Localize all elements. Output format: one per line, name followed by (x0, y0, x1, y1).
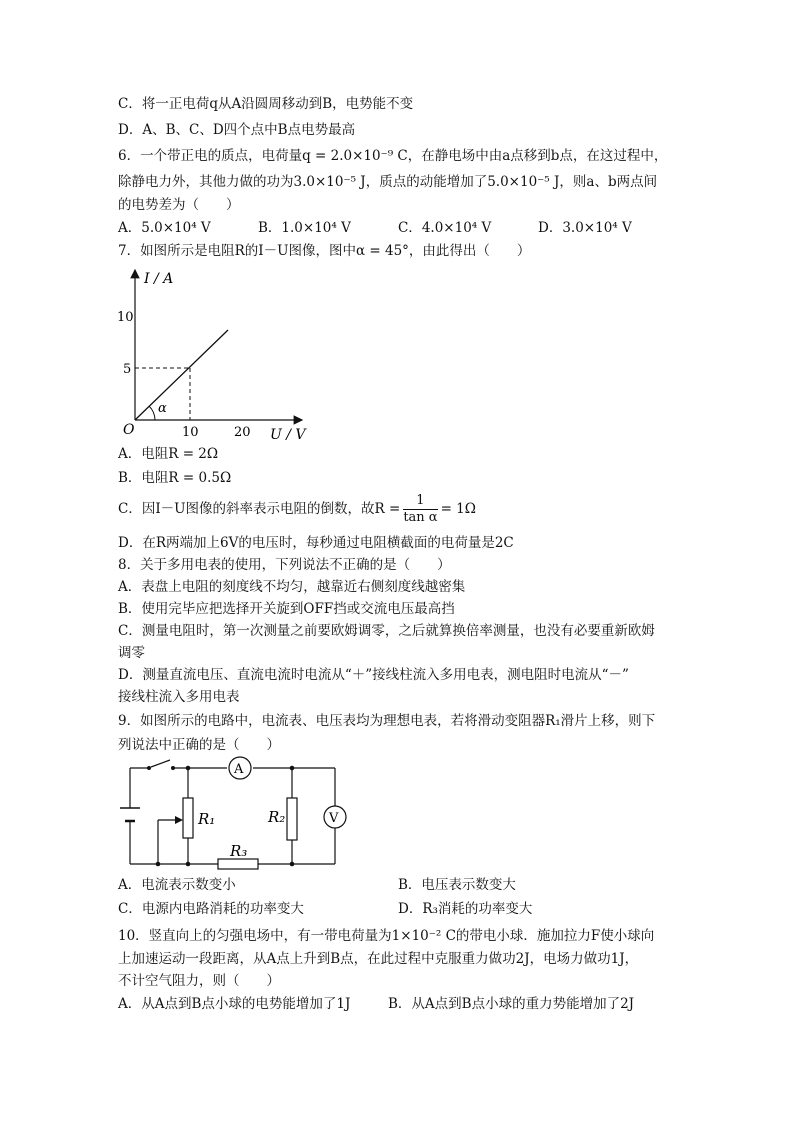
angle-label: α (158, 401, 167, 416)
q9-stem-line1: 9．如图所示的电路中，电流表、电压表均为理想电表，若将滑动变阻器R₁滑片上移，则下 (118, 713, 656, 729)
q8-option-c-line1: C．测量电阻时，第一次测量之前要欧姆调零，之后就算换倍率测量，也没有必要重新欧姆 (118, 623, 655, 639)
switch-contact-right (171, 766, 175, 770)
fraction-numerator: 1 (403, 493, 437, 510)
q7-stem: 7．如图所示是电阻R的I－U图像，图中α = 45°，由此得出（ ） (118, 243, 531, 259)
r1-label: R₁ (198, 810, 216, 828)
q10-stem-line3: 不计空气阻力，则（ ） (118, 973, 280, 989)
r3-label: R₃ (230, 842, 248, 860)
q7-option-d: D．在R两端加上6V的电压时，每秒通过电阻横截面的电荷量是2C (118, 535, 514, 551)
origin-label: O (123, 422, 135, 438)
q7-option-c-text: C．因I－U图像的斜率表示电阻的倒数，故R = (118, 501, 401, 517)
q9-option-d: D．R₃消耗的功率变大 (398, 901, 533, 917)
q6-option-a: A．5.0×10⁴ V (118, 220, 211, 236)
q6-stem-line3: 的电势差为（ ） (118, 197, 240, 213)
q8-option-c-line2: 调零 (118, 645, 145, 661)
q10-stem-line2: 上加速运动一段距离，从A点上升到B点，在此过程中克服重力做功2J，电场力做功1J， (118, 951, 639, 967)
q10-option-a: A．从A点到B点小球的电势能增加了1J (118, 996, 351, 1012)
x-tick-20: 20 (234, 425, 251, 440)
q5-option-d: D．A、B、C、D四个点中B点电势最高 (118, 122, 356, 138)
junction-dot (290, 862, 295, 867)
q10-option-b: B．从A点到B点小球的重力势能增加了2J (388, 996, 635, 1012)
i-u-graph (110, 262, 330, 444)
slider-arrow (175, 816, 183, 824)
voltmeter-label: V (329, 811, 339, 826)
switch-contact-left (147, 766, 151, 770)
q8-option-d-line2: 接线柱流入多用电表 (118, 689, 240, 705)
q8-stem: 8．关于多用电表的使用，下列说法不正确的是（ ） (118, 557, 451, 573)
q6-option-b: B．1.0×10⁴ V (258, 220, 351, 236)
r2-label: R₂ (268, 808, 286, 826)
q6-stem-line2: 除静电力外，其他力做的功为3.0×10⁻⁵ J，质点的动能增加了5.0×10⁻⁵ J，则a、b两点间 (118, 174, 658, 190)
q7-option-c (118, 492, 476, 526)
y-axis-label: I / A (144, 271, 174, 287)
r2-resistor (287, 798, 297, 840)
ammeter-label: A (234, 762, 244, 777)
x-axis-label: U / V (270, 427, 306, 443)
fraction (403, 493, 437, 526)
q9-option-a: A．电流表示数变小 (118, 877, 236, 893)
q7-option-a: A．电阻R = 2Ω (118, 446, 219, 462)
q6-option-d: D．3.0×10⁴ V (538, 220, 632, 236)
junction-dot (156, 862, 161, 867)
q6-option-c: C．4.0×10⁴ V (398, 220, 492, 236)
q7-option-b: B．电阻R = 0.5Ω (118, 470, 232, 486)
switch-blade (151, 760, 170, 767)
q10-stem-line1: 10．竖直向上的匀强电场中，有一带电荷量为1×10⁻² C的带电小球．施加拉力F使小球向 (118, 928, 655, 944)
x-tick-10: 10 (182, 425, 199, 440)
q9-option-c: C．电源内电路消耗的功率变大 (118, 901, 304, 917)
angle-arc (149, 406, 155, 420)
junction-dot (290, 766, 295, 771)
q6-stem-line1: 6．一个带正电的质点，电荷量q = 2.0×10⁻⁹ C，在静电场中由a点移到b点，在这过程中， (118, 148, 668, 164)
y-tick-10: 10 (117, 310, 134, 325)
fraction-denominator: tan α (403, 510, 438, 525)
r3-resistor (218, 859, 258, 869)
circuit-diagram (118, 756, 348, 874)
y-tick-5: 5 (123, 362, 132, 377)
q5-option-c: C．将一正电荷q从A沿圆周移动到B，电势能不变 (118, 96, 414, 112)
q8-option-d-line1: D．测量直流电压、直流电流时电流从“＋”接线柱流入多用电表，测电阻时电流从“－” (118, 667, 629, 683)
q9-option-b: B．电压表示数变大 (398, 877, 516, 893)
q7-option-c-result: = 1Ω (440, 501, 476, 517)
q9-stem-line2: 列说法中正确的是（ ） (118, 737, 280, 753)
q8-option-b: B．使用完毕应把选择开关旋到OFF挡或交流电压最高挡 (118, 601, 455, 617)
junction-dot (186, 766, 191, 771)
q8-option-a: A．表盘上电阻的刻度线不均匀，越靠近右侧刻度线越密集 (118, 579, 466, 595)
junction-dot (186, 862, 191, 867)
r1-resistor (183, 798, 193, 838)
